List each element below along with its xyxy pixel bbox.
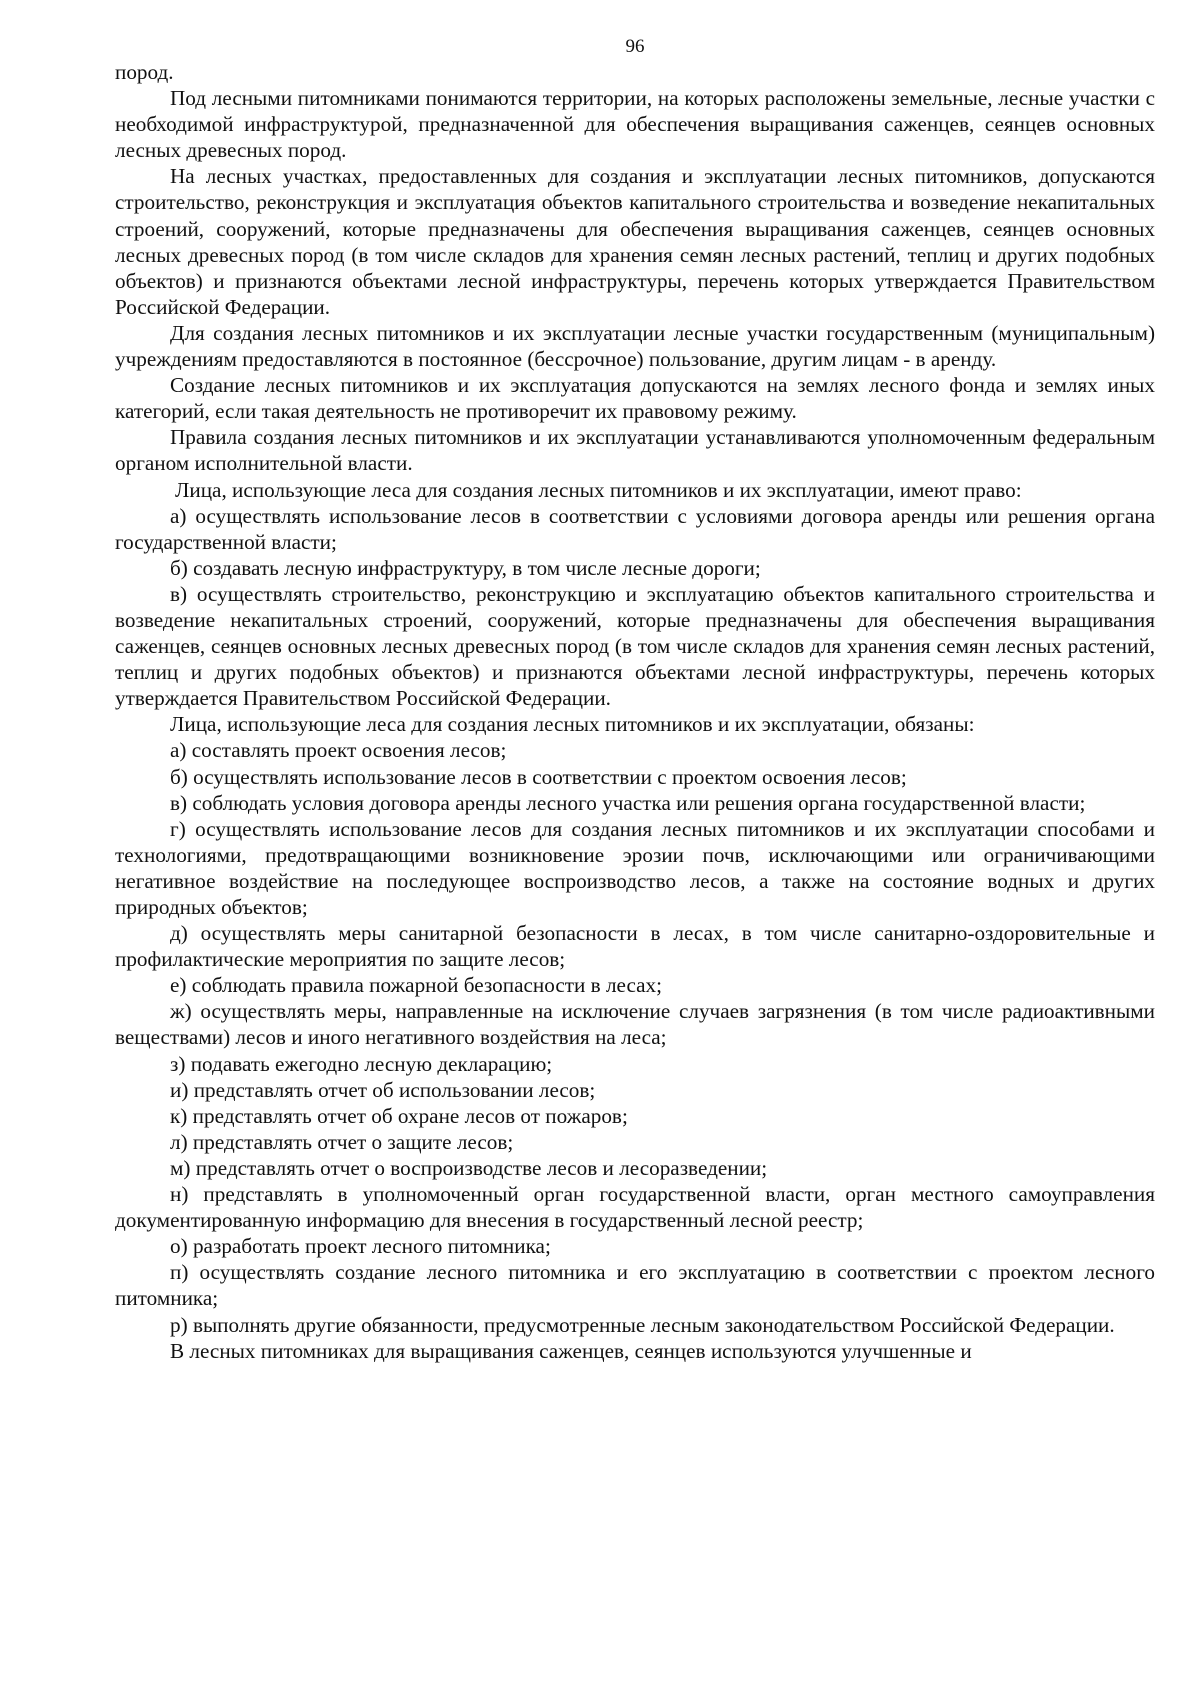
document-body — [115, 59, 1155, 1364]
list-item: н) представлять в уполномоченный орган государственной власти, орган местного самоуправления документированную информацию для внесения в государственный лесной реестр; — [115, 1182, 1155, 1233]
list-item: в) осуществлять строительство, реконструкцию и эксплуатацию объектов капитального строительства и возведение некапитальных строений, сооружений, которые предназначены для обеспечения выращивания саженцев, сеянцев основных лесных древесных пород (в том числе складов для хранения семян лесных растений, теплиц и других подобных объектов) и признаются объектами лесной инфраструктуры, перечень которых утверждается Правительством Российской Федерации. — [115, 581, 1155, 711]
paragraph: Создание лесных питомников и их эксплуатация допускаются на землях лесного фонда и землях иных категорий, если такая деятельность не противоречит их правовому режиму. — [115, 373, 1155, 424]
list-item: а) осуществлять использование лесов в соответствии с условиями договора аренды или решения органа государственной власти; — [115, 503, 1155, 554]
list-item: ж) осуществлять меры, направленные на исключение случаев загрязнения (в том числе радиоактивными веществами) лесов и иного негативного воздействия на леса; — [115, 999, 1155, 1050]
paragraph: Лица, использующие леса для создания лесных питомников и их эксплуатации, обязаны: — [170, 712, 975, 737]
paragraph: Лица, использующие леса для создания лесных питомников и их эксплуатации, имеют право: — [175, 477, 1022, 502]
paragraph: На лесных участках, предоставленных для создания и эксплуатации лесных питомников, допускаются строительство, реконструкция и эксплуатация объектов капитального строительства и возведение некапитальных строений, сооружений, которые предназначены для обеспечения выращивания саженцев, сеянцев основных лесных древесных пород (в том числе складов для хранения семян лесных растений, теплиц и других подобных объектов) и признаются объектами лесной инфраструктуры, перечень которых утверждается Правительством Российской Федерации. — [115, 164, 1155, 319]
paragraph: Правила создания лесных питомников и их эксплуатации устанавливаются уполномоченным федеральным органом исполнительной власти. — [115, 425, 1155, 476]
list-item: п) осуществлять создание лесного питомника и его эксплуатацию в соответствии с проектом лесного питомника; — [115, 1260, 1155, 1311]
list-item: а) составлять проект освоения лесов; — [170, 738, 507, 763]
list-item: д) осуществлять меры санитарной безопасности в лесах, в том числе санитарно-оздоровительные и профилактические мероприятия по защите лесов; — [115, 921, 1155, 972]
list-item: г) осуществлять использование лесов для создания лесных питомников и их эксплуатации способами и технологиями, предотвращающими возникновение эрозии почв, исключающими или ограничивающими негативное воздействие на последующее воспроизводство лесов, а также на состояние водных и других природных объектов; — [115, 816, 1155, 919]
paragraph: Под лесными питомниками понимаются территории, на которых расположены земельные, лесные участки с необходимой инфраструктурой, предназначенной для обеспечения выращивания саженцев, сеянцев основных лесных древесных пород. — [115, 86, 1155, 163]
list-item: и) представлять отчет об использовании лесов; — [170, 1077, 596, 1102]
paragraph: пород. — [115, 60, 174, 84]
list-item: е) соблюдать правила пожарной безопасности в лесах; — [170, 973, 663, 998]
list-item: о) разработать проект лесного питомника; — [170, 1234, 551, 1259]
page-number: 96 — [625, 36, 645, 57]
list-item: б) создавать лесную инфраструктуру, в том числе лесные дороги; — [170, 555, 761, 580]
list-item: м) представлять отчет о воспроизводстве лесов и лесоразведении; — [170, 1155, 768, 1180]
list-item: л) представлять отчет о защите лесов; — [170, 1129, 514, 1154]
list-item: б) осуществлять использование лесов в соответствии с проектом освоения лесов; — [170, 764, 907, 789]
list-item: в) соблюдать условия договора аренды лесного участка или решения органа государственной власти; — [170, 790, 1086, 815]
list-item: к) представлять отчет об охране лесов от пожаров; — [170, 1103, 628, 1128]
paragraph: В лесных питомниках для выращивания саженцев, сеянцев используются улучшенные и — [170, 1338, 972, 1363]
list-item: р) выполнять другие обязанности, предусмотренные лесным законодательством Российской Федерации. — [170, 1312, 1115, 1337]
paragraph: Для создания лесных питомников и их эксплуатации лесные участки государственным (муниципальным) учреждениям предоставляются в постоянное (бессрочное) пользование, другим лицам - в аренду. — [115, 320, 1155, 372]
list-item: з) подавать ежегодно лесную декларацию; — [170, 1051, 553, 1076]
